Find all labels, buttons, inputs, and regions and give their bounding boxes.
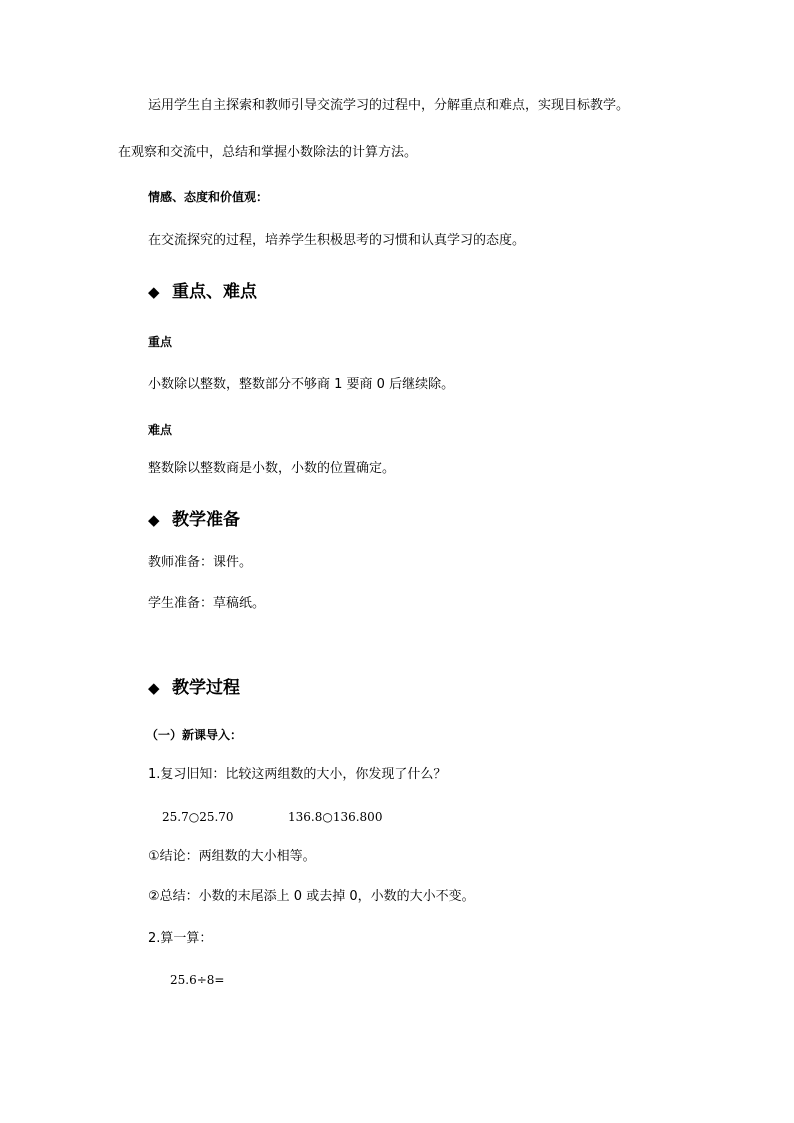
label-emotion-attitude: 情感、态度和价值观： (148, 190, 269, 204)
text-review-question: 1.复习旧知：比较这两组数的大小，你发现了什么？ (148, 767, 447, 782)
paragraph-process-method: 运用学生自主探索和教师引导交流学习的过程中，分解重点和难点，实现目标教学。 (148, 98, 630, 113)
text-calc-question: 2.算一算： (148, 931, 213, 946)
label-key-point: 重点 (148, 335, 173, 349)
diamond-bullet-icon: ◆ (148, 283, 160, 301)
heading-key-difficult (148, 281, 257, 303)
label-difficult-point: 难点 (148, 423, 173, 437)
diamond-bullet-icon: ◆ (148, 511, 160, 529)
text-student-prep: 学生准备：草稿纸。 (148, 596, 266, 611)
text-compare-1: 25.7○25.70 (162, 810, 234, 824)
text-key-point: 小数除以整数，整数部分不够商 1 要商 0 后继续除。 (148, 377, 455, 392)
text-calc-expression: 25.6÷8= (170, 973, 225, 987)
text-compare-2: 136.8○136.800 (288, 810, 383, 824)
text-summary: ②总结：小数的末尾添上 0 或去掉 0，小数的大小不变。 (148, 889, 475, 904)
heading-teaching-process-text: 教学过程 (172, 678, 240, 698)
paragraph-attitude: 在交流探究的过程，培养学生积极思考的习惯和认真学习的态度。 (148, 233, 526, 248)
heading-key-difficult-text: 重点、难点 (172, 282, 257, 302)
heading-teaching-process (148, 677, 240, 699)
heading-teaching-prep-text: 教学准备 (172, 510, 240, 530)
text-teacher-prep: 教师准备：课件。 (148, 555, 253, 570)
paragraph-observe: 在观察和交流中，总结和掌握小数除法的计算方法。 (118, 145, 418, 160)
text-difficult-point: 整数除以整数商是小数，小数的位置确定。 (148, 461, 396, 476)
label-new-lesson-intro: （一）新课导入： (146, 728, 243, 742)
diamond-bullet-icon: ◆ (148, 679, 160, 697)
text-conclusion: ①结论：两组数的大小相等。 (148, 849, 316, 864)
heading-teaching-prep (148, 509, 240, 531)
